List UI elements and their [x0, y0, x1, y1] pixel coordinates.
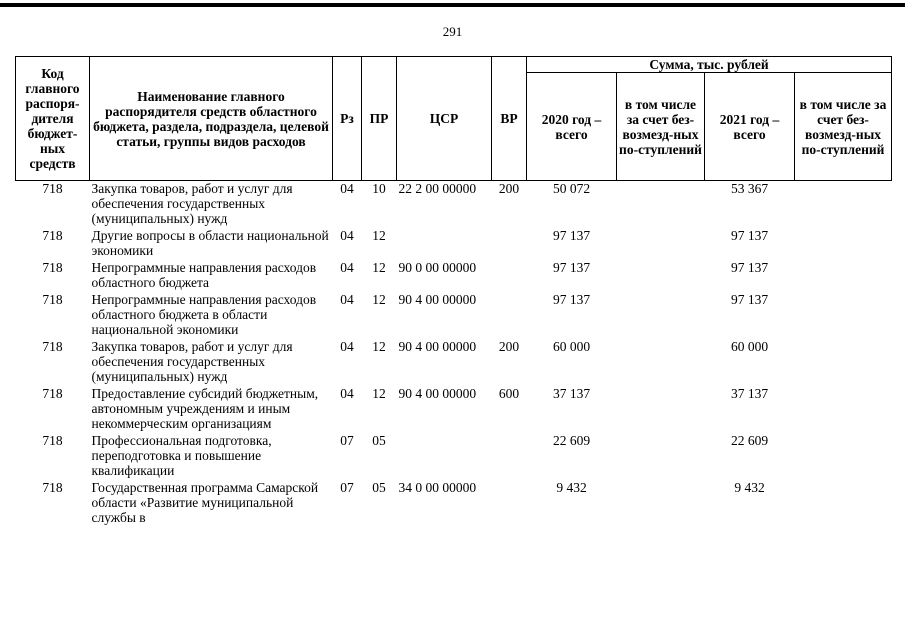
cell-2021-free	[795, 339, 892, 386]
cell-vr	[492, 292, 527, 339]
cell-name: Непрограммные направления расходов областного бюджета в области национальной экономики	[91, 292, 317, 337]
cell-vr	[492, 433, 527, 480]
cell-2021-total: 53 367	[730, 181, 769, 196]
cell-kod: 718	[42, 292, 63, 307]
table-row	[16, 181, 892, 229]
cell-kod: 718	[42, 228, 63, 243]
table-body	[16, 181, 892, 528]
cell-vr: 600	[498, 386, 520, 401]
cell-2020-total: 97 137	[552, 260, 591, 275]
budget-table	[15, 56, 892, 527]
cell-rz: 04	[340, 386, 354, 401]
cell-name: Другие вопросы в области национальной экономики	[91, 228, 329, 258]
cell-2021-total: 9 432	[734, 480, 765, 495]
cell-csr: 34 0 00 00000	[398, 480, 477, 495]
cell-name: Закупка товаров, работ и услуг для обеспечения государственных (муниципальных) нужд	[91, 181, 293, 226]
cell-2021-total: 97 137	[730, 260, 769, 275]
header-rz: Рз	[333, 57, 362, 181]
cell-2021-free	[795, 181, 892, 229]
header-sum-group: Сумма, тыс. рублей	[527, 57, 892, 73]
cell-vr	[492, 228, 527, 260]
header-2021-total: 2021 год – всего	[705, 73, 795, 181]
cell-rz: 07	[340, 480, 354, 495]
cell-vr	[492, 480, 527, 527]
cell-vr: 200	[498, 339, 520, 354]
cell-2020-free	[617, 292, 705, 339]
cell-2020-total: 22 609	[552, 433, 591, 448]
cell-csr: 90 0 00 00000	[398, 260, 477, 275]
cell-2021-total: 22 609	[730, 433, 769, 448]
header-kod: Код главного распоря-дителя бюджет-ных средств	[16, 57, 90, 181]
cell-2020-free	[617, 433, 705, 480]
cell-2021-free	[795, 228, 892, 260]
table-row	[16, 386, 892, 433]
cell-kod: 718	[42, 260, 63, 275]
table-row	[16, 228, 892, 260]
cell-2021-free	[795, 386, 892, 433]
cell-name: Закупка товаров, работ и услуг для обеспечения государственных (муниципальных) нужд	[91, 339, 293, 384]
cell-vr: 200	[498, 181, 520, 196]
cell-kod: 718	[42, 433, 63, 448]
table-row	[16, 339, 892, 386]
cell-name: Предоставление субсидий бюджетным, автономным учреждениям и иным некоммерческим организациям	[91, 386, 319, 431]
cell-2021-total: 37 137	[730, 386, 769, 401]
cell-pr: 12	[372, 292, 386, 307]
header-pr: ПР	[362, 57, 397, 181]
cell-2020-total: 9 432	[556, 480, 587, 495]
cell-name: Государственная программа Самарской области «Развитие муниципальной службы в	[91, 480, 319, 525]
table-row	[16, 480, 892, 527]
cell-pr: 05	[372, 433, 386, 448]
table-row	[16, 260, 892, 292]
cell-2020-free	[617, 386, 705, 433]
cell-rz: 04	[340, 292, 354, 307]
top-rule	[0, 3, 905, 7]
header-2020-free: в том числе за счет без-возмезд-ных по-ступлений	[617, 73, 705, 181]
cell-pr: 05	[372, 480, 386, 495]
cell-pr: 12	[372, 228, 386, 243]
cell-vr	[492, 260, 527, 292]
cell-2021-free	[795, 260, 892, 292]
cell-2021-total: 97 137	[730, 292, 769, 307]
cell-2020-free	[617, 480, 705, 527]
page-number: 291	[442, 24, 463, 39]
cell-rz: 04	[340, 228, 354, 243]
table-row	[16, 433, 892, 480]
cell-pr: 12	[372, 260, 386, 275]
cell-rz: 04	[340, 181, 354, 196]
cell-rz: 07	[340, 433, 354, 448]
header-name: Наименование главного распорядителя средств областного бюджета, раздела, подраздела, целевой статьи, группы видов расходов	[90, 57, 333, 181]
cell-kod: 718	[42, 181, 63, 196]
cell-2020-total: 50 072	[552, 181, 591, 196]
cell-pr: 10	[372, 181, 386, 196]
cell-2021-free	[795, 433, 892, 480]
cell-kod: 718	[42, 386, 63, 401]
cell-2020-free	[617, 181, 705, 229]
cell-2020-total: 60 000	[552, 339, 591, 354]
cell-csr: 90 4 00 00000	[398, 386, 477, 401]
cell-csr: 90 4 00 00000	[398, 339, 477, 354]
cell-csr: 90 4 00 00000	[398, 292, 477, 307]
cell-2020-total: 97 137	[552, 228, 591, 243]
cell-kod: 718	[42, 339, 63, 354]
cell-rz: 04	[340, 260, 354, 275]
table-row	[16, 292, 892, 339]
cell-2020-free	[617, 339, 705, 386]
header-2021-free: в том числе за счет без-возмезд-ных по-ступлений	[795, 73, 892, 181]
cell-name: Непрограммные направления расходов областного бюджета	[91, 260, 317, 290]
header-vr: ВР	[492, 57, 527, 181]
header-csr: ЦСР	[397, 57, 492, 181]
cell-2021-total: 60 000	[730, 339, 769, 354]
cell-csr	[397, 228, 492, 260]
cell-csr	[397, 433, 492, 480]
cell-rz: 04	[340, 339, 354, 354]
cell-2021-free	[795, 480, 892, 527]
cell-2020-total: 37 137	[552, 386, 591, 401]
cell-2021-free	[795, 292, 892, 339]
cell-csr: 22 2 00 00000	[398, 181, 477, 196]
table-header	[16, 57, 892, 181]
cell-pr: 12	[372, 386, 386, 401]
cell-name: Профессиональная подготовка, переподготовка и повышение квалификации	[91, 433, 272, 478]
cell-kod: 718	[42, 480, 63, 495]
header-2020-total: 2020 год – всего	[527, 73, 617, 181]
cell-2020-total: 97 137	[552, 292, 591, 307]
cell-2021-total: 97 137	[730, 228, 769, 243]
cell-pr: 12	[372, 339, 386, 354]
cell-2020-free	[617, 260, 705, 292]
cell-2020-free	[617, 228, 705, 260]
